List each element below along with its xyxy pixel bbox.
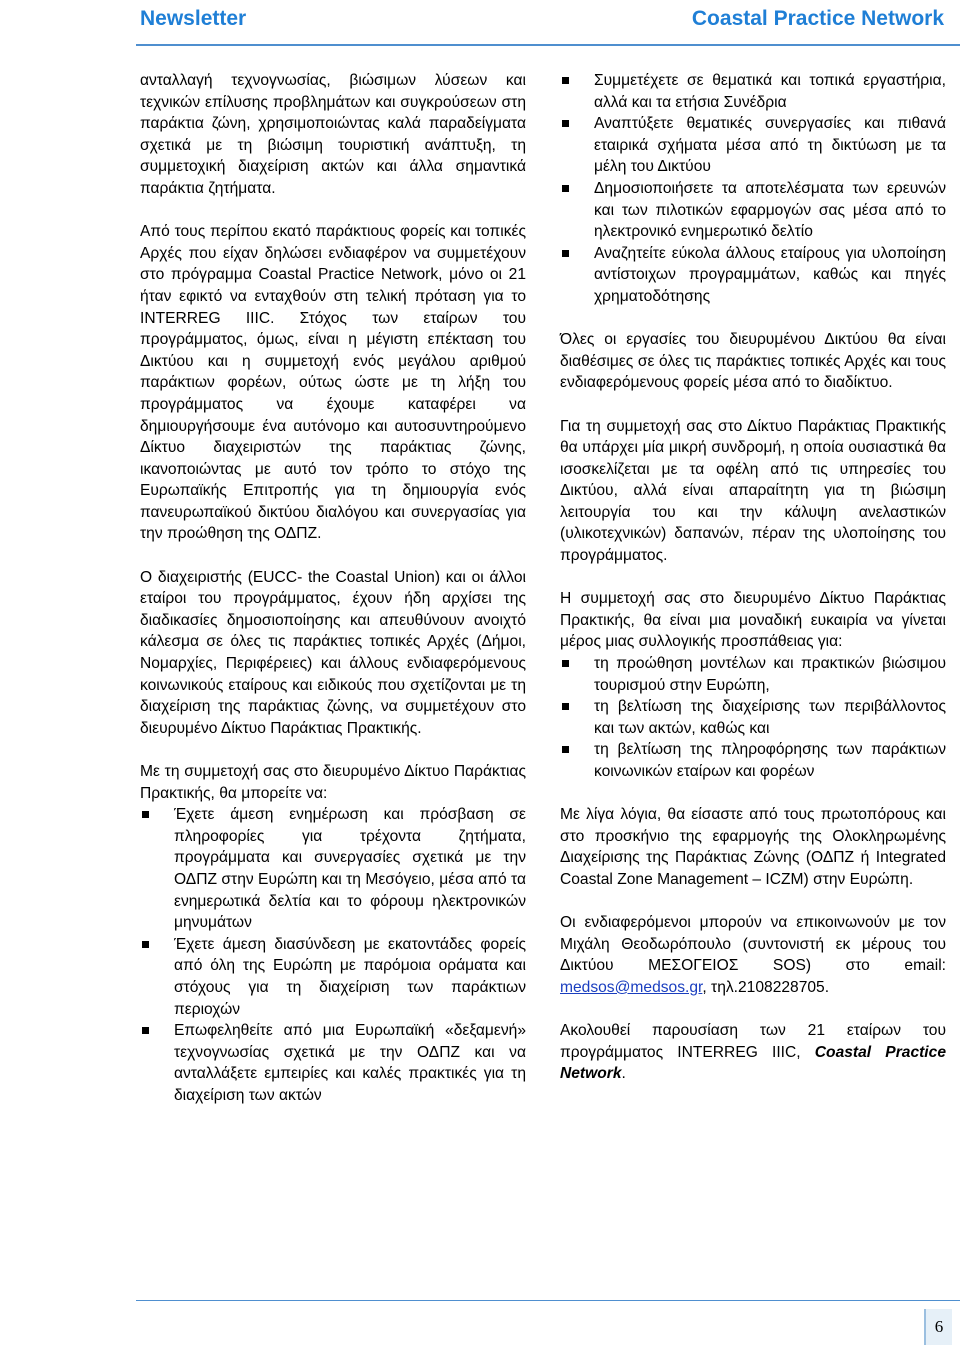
network-title: Coastal Practice Network (691, 7, 944, 30)
square-bullet-icon (142, 941, 149, 948)
square-bullet-icon (562, 660, 569, 667)
left-column (140, 70, 526, 1128)
right-paragraph-1: Όλες οι εργασίες του διευρυμένου Δικτύου θα είναι διαθέσιμες σε όλες τις παράκτιες τοπικές Αρχές και τους ενδιαφερόμενους φορείς μέσα από το διαδίκτυο. (560, 331, 946, 392)
page-number: 6 (934, 1317, 944, 1336)
right-column (560, 70, 946, 1107)
page-number-box (924, 1309, 952, 1345)
list-item: Επωφεληθείτε από μια Ευρωπαϊκή «δεξαμενή» τεχνογνωσίας σχετικά με την ΟΔΠΖ και να ανταλλάξετε εμπειρίες και καλές πρακτικές για τη διαχείριση των ακτών (140, 1020, 526, 1106)
footer-divider (136, 1300, 960, 1301)
newsletter-title: Newsletter (140, 7, 247, 30)
left-paragraph-1: ανταλλαγή τεχνογνωσίας, βιώσιμων λύσεων και τεχνικών επίλυσης προβλημάτων και συγκρούσεων στη παράκτια ζώνη, χρησιμοποιώντας καλά παραδείγματα σχετικά με τη βιώσιμη τουριστική ανάπτυξη, τη συμμετοχική διαχείριση ακτών και άλλα σημαντικά παράκτια ζητήματα. (140, 72, 526, 197)
square-bullet-icon (142, 811, 149, 818)
square-bullet-icon (562, 703, 569, 710)
left-paragraph-2: Από τους περίπου εκατό παράκτιους φορείς και τοπικές Αρχές που είχαν δηλώσει ενδιαφέρον να συμμετέχουν στο πρόγραμμα Coastal Practice Network, μόνο οι 21 ήταν εφικτό να ενταχθούν στη τελική πρόταση για το INTERREG IIIC. Στόχος των εταίρων του προγράμματος, όμως, είναι η μέγιστη επέκταση του Δικτύου και η συμμετοχή ενός μεγάλου αριθμού παράκτιων φορέων, ούτως ώστε με τη λήξη του προγράμματος να έχουμε καταφέρει να δημιουργήσουμε ένα αυτόνομο και αυτοσυντηρούμενο Δίκτυο διαχειριστών της παράκτιας ζώνης, ικανοποιώντας με αυτό τον τρόπο το στόχο της Ευρωπαϊκής Επιτροπής για τη δημιουργία ενός πανευρωπαϊκού δικτύου διαλόγου και συνεργασίας για την προώθηση της ΟΔΠΖ. (140, 223, 526, 543)
contact-paragraph: Οι ενδιαφερόμενοι μπορούν να επικοινωνούν με τον Μιχάλη Θεοδωρόπουλο (συντονιστή εκ μέρους του Δικτύου ΜΕΣΟΓΕΙΟΣ SOS) στο email: medsos@medsos.gr, τηλ.2108228705. (560, 914, 946, 996)
closing-paragraph: Ακολουθεί παρουσίαση των 21 εταίρων του προγράμματος INTERREG IIIC, Coastal Practice Network. (560, 1022, 946, 1083)
square-bullet-icon (142, 1027, 149, 1034)
list-item: Αναζητείτε εύκολα άλλους εταίρους για υλοποίηση αντίστοιχων προγραμμάτων, καθώς και πηγές χρηματοδότησης (560, 243, 946, 308)
list-item: Δημοσιοποιήσετε τα αποτελέσματα των ερευνών και των πιλοτικών εφαρμογών σας μέσα από το ηλεκτρονικό ενημερωτικό δελτίο (560, 178, 946, 243)
effort-list (560, 653, 946, 783)
square-bullet-icon (562, 77, 569, 84)
list-item: Συμμετέχετε σε θεματικά και τοπικά εργαστήρια, αλλά και τα ετήσια Συνέδρια (560, 70, 946, 113)
square-bullet-icon (562, 120, 569, 127)
benefits-list (140, 804, 526, 1106)
right-paragraph-2: Για τη συμμετοχή σας στο Δίκτυο Παράκτιας Πρακτικής θα υπάρχει μία μικρή συνδρομή, η οποία ουσιαστικά θα ισοσκελίζεται με τα οφέλη από τις υπηρεσίες του Δικτύου, αλλά είναι απαραίτητη για τη βιώσιμη λειτουργία του και την κάλυψη ανελαστικών (υλικοτεχνικών) δαπανών, πέραν της υλοποίησης του προγράμματος. (560, 417, 946, 565)
list-item: Έχετε άμεση διασύνδεση με εκατοντάδες φορείς από όλη της Ευρώπη με παρόμοια οράματα και στόχους για τη διαχείριση των παράκτιων περιοχών (140, 934, 526, 1020)
participation-list (560, 70, 946, 308)
right-paragraph-4: Με λίγα λόγια, θα είσαστε από τους πρωτοπόρους και στο προσκήνιο της εφαρμογής της Ολοκληρωμένης Διαχείρισης της Παράκτιας Ζώνης (ΟΔΠΖ ή Integrated Coastal Zone Management – ICZM) στην Ευρώπη. (560, 806, 946, 888)
list-item: τη προώθηση μοντέλων και πρακτικών βιώσιμου τουρισμού στην Ευρώπη, (560, 653, 946, 696)
header-divider (136, 44, 960, 46)
list-item: Αναπτύξετε θεματικές συνεργασίες και πιθανά εταιρικά σχήματα μέσα από τη δικτύωση με τα μέλη του Δικτύου (560, 113, 946, 178)
list-item: τη βελτίωση της διαχείρισης των περιβάλλοντος και των ακτών, καθώς και (560, 696, 946, 739)
square-bullet-icon (562, 185, 569, 192)
email-link[interactable]: medsos@medsos.gr (560, 978, 703, 996)
list-item: τη βελτίωση της πληροφόρησης των παράκτιων κοινωνικών εταίρων και φορέων (560, 739, 946, 782)
right-paragraph-3: Η συμμετοχή σας στο διευρυμένο Δίκτυο Παράκτιας Πρακτικής, θα είναι μια μοναδική ευκαιρία να γίνεται μέρος μιας συλλογικής προσπάθειας για: (560, 590, 946, 651)
left-paragraph-4: Με τη συμμετοχή σας στο διευρυμένο Δίκτυο Παράκτιας Πρακτικής, θα μπορείτε να: (140, 763, 526, 802)
network-name-emphasis: Coastal Practice Network (560, 1043, 946, 1083)
page-header (0, 0, 960, 40)
left-paragraph-3: Ο διαχειριστής (EUCC- the Coastal Union) και οι άλλοι εταίροι του προγράμματος, έχουν ήδη αρχίσει της διαδικασίες δημοσιοποίησης και απευθύνουν ανοιχτό κάλεσμα σε όλες τις παράκτιες τοπικές Αρχές (Δήμοι, Νομαρχίες, Περιφέρειες) και άλλους ενδιαφερόμενους κοινωνικούς εταίρους και ειδικούς που σχετίζονται με τη διαχείριση της παράκτιας ζώνης, να συμμετέχουν στο διευρυμένο Δίκτυο Παράκτιας Πρακτικής. (140, 568, 526, 737)
square-bullet-icon (562, 746, 569, 753)
list-item: Έχετε άμεση ενημέρωση και πρόσβαση σε πληροφορίες για τρέχοντα ζητήματα, προγράμματα και συνεργασίες σχετικά με την ΟΔΠΖ στην Ευρώπη και τη Μεσόγειο, μέσα από τα ενημερωτικά δελτία και το φόρουμ ηλεκτρονικών μηνυμάτων (140, 804, 526, 934)
square-bullet-icon (562, 250, 569, 257)
